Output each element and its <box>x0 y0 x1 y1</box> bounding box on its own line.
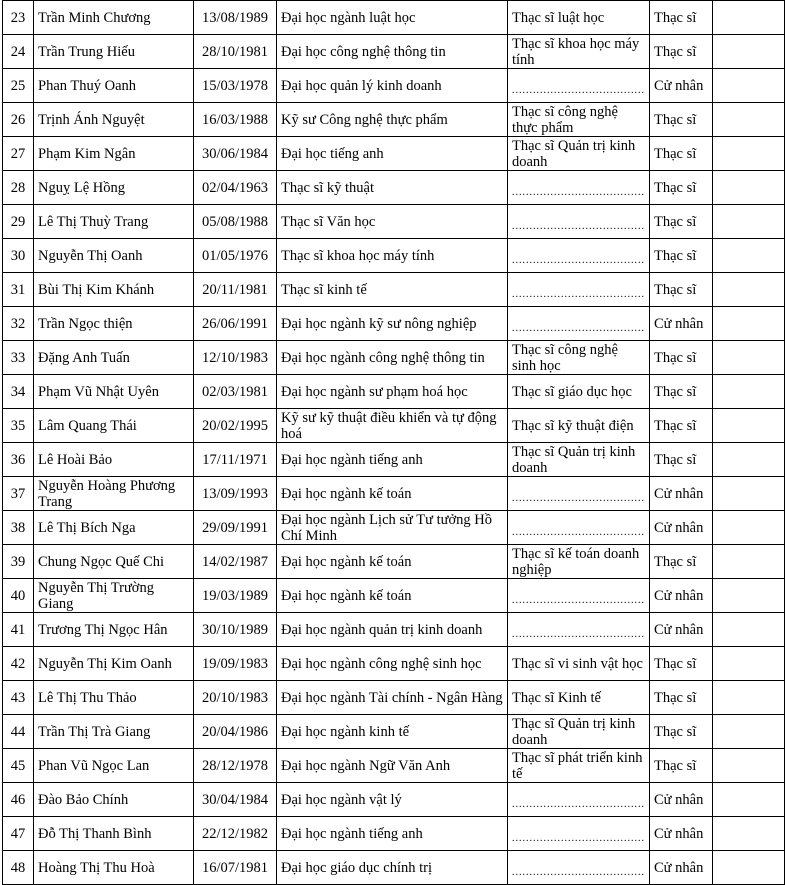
postgraduate-placeholder <box>508 171 650 205</box>
full-name: Lê Thị Thuỳ Trang <box>34 205 194 239</box>
row-number: 45 <box>3 749 34 783</box>
qualification-level: Cử nhân <box>650 613 713 647</box>
full-name: Bùi Thị Kim Khánh <box>34 273 194 307</box>
date-of-birth: 20/10/1983 <box>194 681 277 715</box>
date-of-birth: 01/05/1976 <box>194 239 277 273</box>
degree: Đại học ngành quản trị kinh doanh <box>277 613 508 647</box>
qualification-level: Thạc sĩ <box>650 341 713 375</box>
full-name: Phan Vũ Ngọc Lan <box>34 749 194 783</box>
postgraduate-degree <box>508 1 650 35</box>
qualification-level: Thạc sĩ <box>650 681 713 715</box>
table-row <box>3 511 785 545</box>
postgraduate-placeholder <box>508 477 650 511</box>
staff-table <box>2 0 785 885</box>
qualification-level: Thạc sĩ <box>650 545 713 579</box>
degree: Đại học ngành tiếng anh <box>277 443 508 477</box>
table-row <box>3 783 785 817</box>
degree: Đại học ngành công nghệ thông tin <box>277 341 508 375</box>
date-of-birth: 30/04/1984 <box>194 783 277 817</box>
table-row <box>3 545 785 579</box>
degree: Đại học ngành Tài chính - Ngân Hàng <box>277 681 508 715</box>
empty-cell <box>713 273 785 307</box>
postgraduate-text: Thạc sĩ Kinh tế <box>512 689 601 706</box>
postgraduate-text: Thạc sĩ Quản trị kinh doanh <box>512 715 636 748</box>
postgraduate-text: Thạc sĩ vi sinh vật học <box>512 655 643 672</box>
date-of-birth: 13/08/1989 <box>194 1 277 35</box>
dotted-line: ...................................... <box>512 222 645 232</box>
qualification-level: Cử nhân <box>650 307 713 341</box>
degree: Đại học ngành Ngữ Văn Anh <box>277 749 508 783</box>
full-name: Nguyễn Thị Trường Giang <box>34 579 194 613</box>
row-number: 28 <box>3 171 34 205</box>
date-of-birth: 22/12/1982 <box>194 817 277 851</box>
postgraduate-text: Thạc sĩ kỹ thuật điện <box>512 417 634 434</box>
full-name: Nguỵ Lệ Hồng <box>34 171 194 205</box>
full-name: Phan Thuý Oanh <box>34 69 194 103</box>
full-name: Trương Thị Ngọc Hân <box>34 613 194 647</box>
table-row <box>3 1 785 35</box>
qualification-level: Thạc sĩ <box>650 35 713 69</box>
full-name: Lê Thị Thu Thảo <box>34 681 194 715</box>
full-name: Lâm Quang Thái <box>34 409 194 443</box>
empty-cell <box>713 613 785 647</box>
row-number: 40 <box>3 579 34 613</box>
row-number: 30 <box>3 239 34 273</box>
full-name: Nguyễn Hoàng Phương Trang <box>34 477 194 511</box>
full-name: Nguyễn Thị Oanh <box>34 239 194 273</box>
empty-cell <box>713 69 785 103</box>
postgraduate-degree <box>508 137 650 171</box>
dotted-line: ...................................... <box>512 324 645 334</box>
qualification-level: Thạc sĩ <box>650 273 713 307</box>
qualification-level: Thạc sĩ <box>650 1 713 35</box>
dotted-line: ...................................... <box>512 528 645 538</box>
table-row <box>3 579 785 613</box>
postgraduate-placeholder <box>508 613 650 647</box>
full-name: Hoàng Thị Thu Hoà <box>34 851 194 885</box>
table-row <box>3 681 785 715</box>
table-row <box>3 409 785 443</box>
date-of-birth: 20/02/1995 <box>194 409 277 443</box>
postgraduate-placeholder <box>508 205 650 239</box>
table-row <box>3 749 785 783</box>
table-body <box>3 1 785 885</box>
date-of-birth: 20/04/1986 <box>194 715 277 749</box>
empty-cell <box>713 171 785 205</box>
qualification-level: Cử nhân <box>650 477 713 511</box>
table-row <box>3 35 785 69</box>
date-of-birth: 17/11/1971 <box>194 443 277 477</box>
qualification-level: Cử nhân <box>650 851 713 885</box>
table-row <box>3 341 785 375</box>
table-row <box>3 239 785 273</box>
degree: Đại học ngành Lịch sử Tư tưởng Hồ Chí Minh <box>277 511 508 545</box>
table-row <box>3 307 785 341</box>
postgraduate-placeholder <box>508 851 650 885</box>
empty-cell <box>713 409 785 443</box>
full-name: Phạm Kim Ngân <box>34 137 194 171</box>
degree: Đại học ngành kế toán <box>277 477 508 511</box>
table-row <box>3 205 785 239</box>
date-of-birth: 19/09/1983 <box>194 647 277 681</box>
full-name: Đào Bảo Chính <box>34 783 194 817</box>
row-number: 35 <box>3 409 34 443</box>
postgraduate-text: Thạc sĩ khoa học máy tính <box>512 35 640 68</box>
degree: Thạc sĩ khoa học máy tính <box>277 239 508 273</box>
date-of-birth: 16/07/1981 <box>194 851 277 885</box>
row-number: 27 <box>3 137 34 171</box>
date-of-birth: 30/10/1989 <box>194 613 277 647</box>
table-row <box>3 103 785 137</box>
qualification-level: Thạc sĩ <box>650 137 713 171</box>
degree: Đại học ngành kế toán <box>277 579 508 613</box>
empty-cell <box>713 511 785 545</box>
qualification-level: Thạc sĩ <box>650 749 713 783</box>
row-number: 42 <box>3 647 34 681</box>
qualification-level: Cử nhân <box>650 579 713 613</box>
degree: Kỹ sư Công nghệ thực phẩm <box>277 103 508 137</box>
row-number: 46 <box>3 783 34 817</box>
full-name: Trần Thị Trà Giang <box>34 715 194 749</box>
empty-cell <box>713 239 785 273</box>
date-of-birth: 19/03/1989 <box>194 579 277 613</box>
row-number: 24 <box>3 35 34 69</box>
full-name: Chung Ngọc Quế Chi <box>34 545 194 579</box>
empty-cell <box>713 749 785 783</box>
empty-cell <box>713 579 785 613</box>
empty-cell <box>713 341 785 375</box>
row-number: 26 <box>3 103 34 137</box>
full-name: Trần Ngọc thiện <box>34 307 194 341</box>
qualification-level: Thạc sĩ <box>650 647 713 681</box>
degree: Đại học công nghệ thông tin <box>277 35 508 69</box>
qualification-level: Thạc sĩ <box>650 103 713 137</box>
dotted-line: ...................................... <box>512 86 645 96</box>
postgraduate-degree <box>508 35 650 69</box>
row-number: 32 <box>3 307 34 341</box>
postgraduate-placeholder <box>508 69 650 103</box>
full-name: Lê Thị Bích Nga <box>34 511 194 545</box>
table-row <box>3 715 785 749</box>
date-of-birth: 29/09/1991 <box>194 511 277 545</box>
degree: Đại học ngành sư phạm hoá học <box>277 375 508 409</box>
date-of-birth: 02/04/1963 <box>194 171 277 205</box>
row-number: 36 <box>3 443 34 477</box>
table-row <box>3 273 785 307</box>
row-number: 29 <box>3 205 34 239</box>
row-number: 33 <box>3 341 34 375</box>
postgraduate-text: Thạc sĩ giáo dục học <box>512 383 632 400</box>
row-number: 43 <box>3 681 34 715</box>
postgraduate-degree <box>508 749 650 783</box>
full-name: Nguyễn Thị Kim Oanh <box>34 647 194 681</box>
date-of-birth: 28/12/1978 <box>194 749 277 783</box>
postgraduate-text: Thạc sĩ Quản trị kinh doanh <box>512 443 636 476</box>
date-of-birth: 14/02/1987 <box>194 545 277 579</box>
row-number: 44 <box>3 715 34 749</box>
empty-cell <box>713 545 785 579</box>
table-row <box>3 647 785 681</box>
degree: Thạc sĩ Văn học <box>277 205 508 239</box>
row-number: 41 <box>3 613 34 647</box>
full-name: Phạm Vũ Nhật Uyên <box>34 375 194 409</box>
full-name: Đặng Anh Tuấn <box>34 341 194 375</box>
empty-cell <box>713 307 785 341</box>
dotted-line: ...................................... <box>512 494 645 504</box>
empty-cell <box>713 137 785 171</box>
date-of-birth: 12/10/1983 <box>194 341 277 375</box>
degree: Đại học ngành kế toán <box>277 545 508 579</box>
postgraduate-placeholder <box>508 239 650 273</box>
degree: Đại học ngành kỹ sư nông nghiệp <box>277 307 508 341</box>
row-number: 23 <box>3 1 34 35</box>
degree: Đại học giáo dục chính trị <box>277 851 508 885</box>
degree: Đại học ngành công nghệ sinh học <box>277 647 508 681</box>
postgraduate-text: Thạc sĩ phát triển kinh tế <box>512 749 643 782</box>
row-number: 38 <box>3 511 34 545</box>
date-of-birth: 16/03/1988 <box>194 103 277 137</box>
row-number: 25 <box>3 69 34 103</box>
table-row <box>3 851 785 885</box>
date-of-birth: 13/09/1993 <box>194 477 277 511</box>
qualification-level: Thạc sĩ <box>650 171 713 205</box>
date-of-birth: 02/03/1981 <box>194 375 277 409</box>
empty-cell <box>713 443 785 477</box>
table-row <box>3 171 785 205</box>
date-of-birth: 30/06/1984 <box>194 137 277 171</box>
degree: Thạc sĩ kỹ thuật <box>277 171 508 205</box>
dotted-line: ...................................... <box>512 188 645 198</box>
dotted-line: ...................................... <box>512 256 645 266</box>
postgraduate-placeholder <box>508 273 650 307</box>
empty-cell <box>713 103 785 137</box>
postgraduate-text: Thạc sĩ Quản trị kinh doanh <box>512 137 636 170</box>
postgraduate-degree <box>508 443 650 477</box>
postgraduate-degree <box>508 545 650 579</box>
postgraduate-degree <box>508 647 650 681</box>
qualification-level: Thạc sĩ <box>650 443 713 477</box>
dotted-line: ...................................... <box>512 630 645 640</box>
table-row <box>3 443 785 477</box>
degree: Đại học tiếng anh <box>277 137 508 171</box>
empty-cell <box>713 477 785 511</box>
qualification-level: Cử nhân <box>650 783 713 817</box>
table-row <box>3 613 785 647</box>
degree: Đại học ngành tiếng anh <box>277 817 508 851</box>
postgraduate-placeholder <box>508 579 650 613</box>
postgraduate-text: Thạc sĩ công nghệ thực phẩm <box>512 103 618 136</box>
empty-cell <box>713 1 785 35</box>
dotted-line: ...................................... <box>512 800 645 810</box>
date-of-birth: 20/11/1981 <box>194 273 277 307</box>
degree: Đại học ngành kinh tế <box>277 715 508 749</box>
postgraduate-degree <box>508 103 650 137</box>
qualification-level: Cử nhân <box>650 69 713 103</box>
postgraduate-degree <box>508 409 650 443</box>
table-row <box>3 375 785 409</box>
postgraduate-text: Thạc sĩ luật học <box>512 9 605 26</box>
postgraduate-degree <box>508 715 650 749</box>
qualification-level: Thạc sĩ <box>650 239 713 273</box>
postgraduate-text: Thạc sĩ kế toán doanh nghiệp <box>512 545 640 578</box>
full-name: Trịnh Ánh Nguyệt <box>34 103 194 137</box>
empty-cell <box>713 715 785 749</box>
qualification-level: Thạc sĩ <box>650 205 713 239</box>
degree: Thạc sĩ kinh tế <box>277 273 508 307</box>
degree: Kỹ sư kỹ thuật điều khiển và tự động hoá <box>277 409 508 443</box>
full-name: Trần Minh Chương <box>34 1 194 35</box>
table-row <box>3 477 785 511</box>
row-number: 37 <box>3 477 34 511</box>
postgraduate-placeholder <box>508 511 650 545</box>
empty-cell <box>713 205 785 239</box>
empty-cell <box>713 851 785 885</box>
dotted-line: ...................................... <box>512 596 645 606</box>
dotted-line: ...................................... <box>512 834 645 844</box>
empty-cell <box>713 817 785 851</box>
empty-cell <box>713 375 785 409</box>
postgraduate-degree <box>508 375 650 409</box>
date-of-birth: 28/10/1981 <box>194 35 277 69</box>
row-number: 39 <box>3 545 34 579</box>
degree: Đại học ngành vật lý <box>277 783 508 817</box>
degree: Đại học ngành luật học <box>277 1 508 35</box>
postgraduate-degree <box>508 341 650 375</box>
full-name: Lê Hoài Bảo <box>34 443 194 477</box>
row-number: 34 <box>3 375 34 409</box>
qualification-level: Thạc sĩ <box>650 715 713 749</box>
degree: Đại học quản lý kinh doanh <box>277 69 508 103</box>
empty-cell <box>713 681 785 715</box>
row-number: 48 <box>3 851 34 885</box>
date-of-birth: 15/03/1978 <box>194 69 277 103</box>
date-of-birth: 26/06/1991 <box>194 307 277 341</box>
empty-cell <box>713 647 785 681</box>
postgraduate-placeholder <box>508 817 650 851</box>
postgraduate-placeholder <box>508 307 650 341</box>
full-name: Trần Trung Hiếu <box>34 35 194 69</box>
date-of-birth: 05/08/1988 <box>194 205 277 239</box>
table-row <box>3 137 785 171</box>
qualification-level: Cử nhân <box>650 817 713 851</box>
qualification-level: Thạc sĩ <box>650 375 713 409</box>
dotted-line: ...................................... <box>512 868 645 878</box>
empty-cell <box>713 783 785 817</box>
postgraduate-placeholder <box>508 783 650 817</box>
postgraduate-text: Thạc sĩ công nghệ sinh học <box>512 341 618 374</box>
qualification-level: Cử nhân <box>650 511 713 545</box>
row-number: 47 <box>3 817 34 851</box>
qualification-level: Thạc sĩ <box>650 409 713 443</box>
empty-cell <box>713 35 785 69</box>
row-number: 31 <box>3 273 34 307</box>
postgraduate-degree <box>508 681 650 715</box>
full-name: Đỗ Thị Thanh Bình <box>34 817 194 851</box>
dotted-line: ...................................... <box>512 290 645 300</box>
table-row <box>3 69 785 103</box>
table-row <box>3 817 785 851</box>
